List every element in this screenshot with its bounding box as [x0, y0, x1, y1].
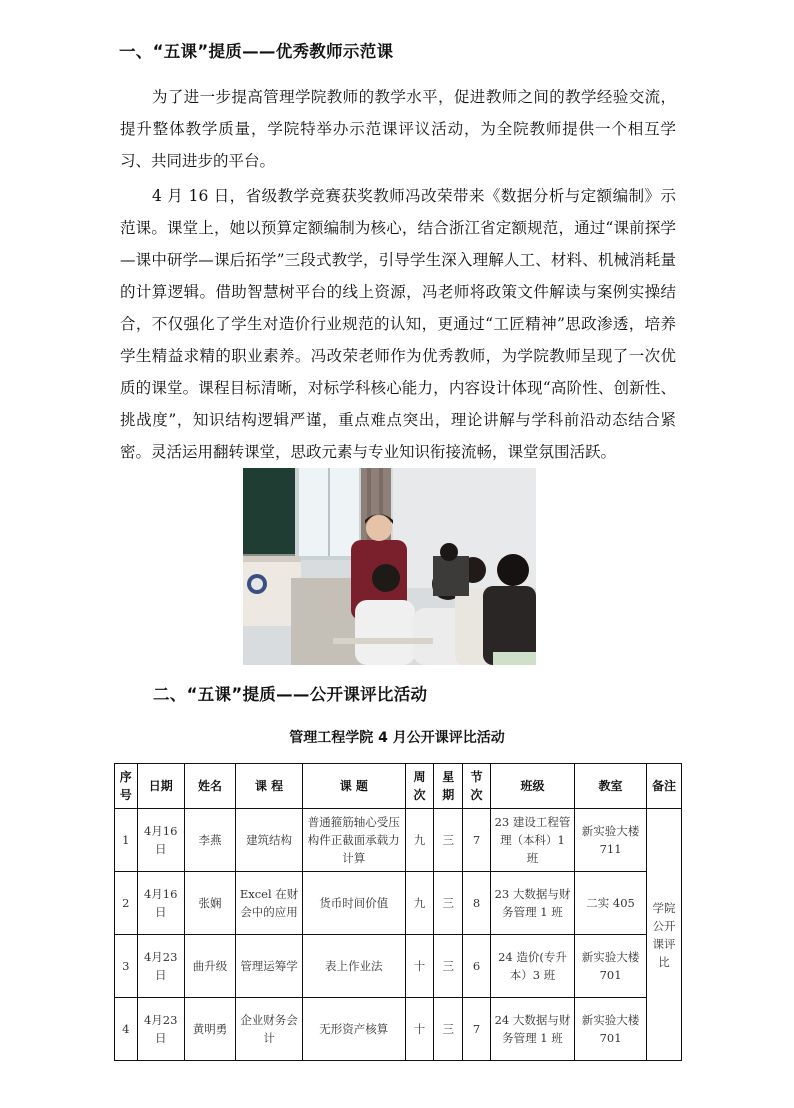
header-week: 周次 — [405, 764, 434, 809]
cell-course: 管理运筹学 — [236, 935, 303, 998]
cell-name: 曲升级 — [184, 935, 235, 998]
table-row — [115, 998, 682, 1061]
cell-course: 建筑结构 — [236, 809, 303, 872]
header-no: 序号 — [115, 764, 138, 809]
cell-date: 4月16日 — [137, 809, 184, 872]
cell-course: Excel 在财会中的应用 — [236, 872, 303, 935]
cell-no: 3 — [115, 935, 138, 998]
cell-name: 黄明勇 — [184, 998, 235, 1061]
table-title: 管理工程学院 4 月公开课评比活动 — [289, 730, 505, 746]
table-row — [115, 809, 682, 872]
cell-week: 九 — [405, 872, 434, 935]
section-1-paragraph-1: 为了进一步提高管理学院教师的教学水平，促进教师之间的教学经验交流，提升整体教学质量，学院特举办示范课评议活动，为全院教师提供一个相互学习、共同进步的平台。 — [120, 88, 676, 170]
cell-period: 8 — [463, 872, 491, 935]
header-name: 姓名 — [184, 764, 235, 809]
cell-no: 4 — [115, 998, 138, 1061]
cell-topic: 表上作业法 — [302, 935, 405, 998]
header-class: 班级 — [490, 764, 574, 809]
cell-week: 十 — [405, 998, 434, 1061]
cell-period: 6 — [463, 935, 491, 998]
cell-day: 三 — [434, 809, 463, 872]
header-topic: 课 题 — [302, 764, 405, 809]
header-day: 星期 — [434, 764, 463, 809]
cell-date: 4月16日 — [137, 872, 184, 935]
cell-day: 三 — [434, 935, 463, 998]
cell-class: 23 大数据与财务管理 1 班 — [490, 872, 574, 935]
section-1-heading: 一、“五课”提质——优秀教师示范课 — [119, 42, 394, 61]
cell-name: 李燕 — [184, 809, 235, 872]
cell-date: 4月23日 — [137, 935, 184, 998]
cell-topic: 无形资产核算 — [302, 998, 405, 1061]
cell-topic: 普通箍筋轴心受压构件正截面承载力计算 — [302, 809, 405, 872]
header-period: 节次 — [463, 764, 491, 809]
cell-period: 7 — [463, 998, 491, 1061]
classroom-photo — [243, 468, 536, 665]
section-1-paragraph-2: 4 月 16 日，省级教学竞赛获奖教师冯改荣带来《数据分析与定额编制》示范课。课堂上，她以预算定额编制为核心，结合浙江省定额规范，通过“课前探学—课中研学—课后拓学”三段式教学，引导学生深入理解人工、材料、机械消耗量的计算逻辑。借助智慧树平台的线上资源，冯老师将政策文件解读与案例实操结合，不仅强化了学生对造价行业规范的认知，更通过“工匠精神”思政渗透，培养学生精益求精的职业素养。冯改荣老师作为优秀教师，为学院教师呈现了一次优质的课堂。课程目标清晰，对标学科核心能力，内容设计体现“高阶性、创新性、挑战度”，知识结构逻辑严谨，重点难点突出，理论讲解与学科前沿动态结合紧密。灵活运用翻转课堂，思政元素与专业知识衔接流畅，课堂氛围活跃。 — [120, 187, 676, 461]
cell-topic: 货币时间价值 — [302, 872, 405, 935]
cell-day: 三 — [434, 872, 463, 935]
table-row — [115, 935, 682, 998]
cell-period: 7 — [463, 809, 491, 872]
cell-room: 二实 405 — [575, 872, 647, 935]
table-row — [115, 872, 682, 935]
cell-course: 企业财务会计 — [236, 998, 303, 1061]
cell-day: 三 — [434, 998, 463, 1061]
cell-no: 1 — [115, 809, 138, 872]
cell-no: 2 — [115, 872, 138, 935]
cell-note: 学院公开课评比 — [646, 809, 681, 1061]
cell-date: 4月23日 — [137, 998, 184, 1061]
header-room: 教室 — [575, 764, 647, 809]
cell-room: 新实验大楼 711 — [575, 809, 647, 872]
header-course: 课 程 — [236, 764, 303, 809]
table-header-row — [115, 764, 682, 809]
cell-week: 十 — [405, 935, 434, 998]
cell-name: 张娴 — [184, 872, 235, 935]
header-note: 备注 — [646, 764, 681, 809]
cell-class: 24 造价(专升本）3 班 — [490, 935, 574, 998]
cell-room: 新实验大楼 701 — [575, 998, 647, 1061]
cell-week: 九 — [405, 809, 434, 872]
header-date: 日期 — [137, 764, 184, 809]
course-table — [114, 763, 682, 1061]
cell-class: 24 大数据与财务管理 1 班 — [490, 998, 574, 1061]
cell-room: 新实验大楼 701 — [575, 935, 647, 998]
section-2-heading: 二、“五课”提质——公开课评比活动 — [153, 685, 428, 704]
cell-class: 23 建设工程管理（本科）1 班 — [490, 809, 574, 872]
